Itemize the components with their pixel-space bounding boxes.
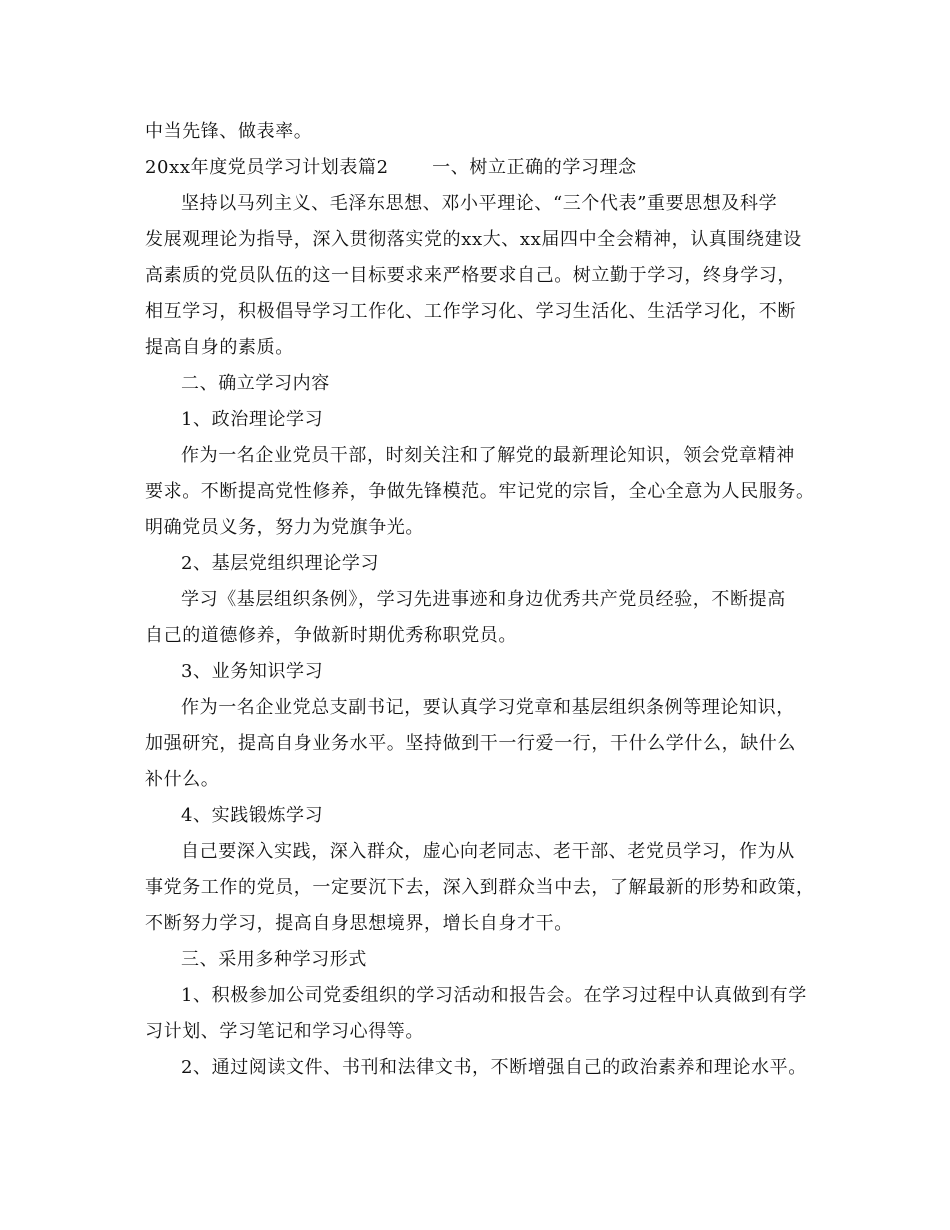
text-line: 发展观理论为指导，深入贯彻落实党的xx大、xx届四中全会精神，认真围绕建设 xyxy=(145,229,802,250)
text-line: 明确党员义务，努力为党旗争光。 xyxy=(145,517,424,538)
text-line: 加强研究，提高自身业务水平。坚持做到干一行爱一行，干什么学什么，缺什么 xyxy=(145,733,796,754)
subsection-heading: 2、基层党组织理论学习 xyxy=(181,553,380,574)
text-line: 不断努力学习，提高自身思想境界，增长自身才干。 xyxy=(145,913,573,934)
text-line: 自己要深入实践，深入群众，虚心向老同志、老干部、老党员学习，作为从 xyxy=(181,841,795,862)
text-line: 高素质的党员队伍的这一目标要求来严格要求自己。树立勤于学习，终身学习， xyxy=(145,265,796,286)
text-line: 要求。不断提高党性修养，争做先锋模范。牢记党的宗旨，全心全意为人民服务。 xyxy=(145,481,815,502)
text-line: 作为一名企业党总支副书记，要认真学习党章和基层组织条例等理论知识， xyxy=(181,697,795,718)
subsection-heading: 3、业务知识学习 xyxy=(181,661,324,682)
text-line: 1、积极参加公司党委组织的学习活动和报告会。在学习过程中认真做到有学 xyxy=(181,985,807,1006)
text-line: 事党务工作的党员，一定要沉下去，深入到群众当中去，了解最新的形势和政策， xyxy=(145,877,815,898)
text-line: 2、通过阅读文件、书刊和法律文书，不断增强自己的政治素养和理论水平。 xyxy=(181,1057,807,1078)
document-body xyxy=(145,114,815,1086)
text-line: 提高自身的素质。 xyxy=(145,337,294,358)
subsection-heading: 1、政治理论学习 xyxy=(181,409,324,430)
section-heading-line: 20xx年度党员学习计划表篇2 一、树立正确的学习理念 xyxy=(145,157,637,178)
text-line: 自己的道德修养，争做新时期优秀称职党员。 xyxy=(145,625,517,646)
section-heading: 二、确立学习内容 xyxy=(181,373,330,394)
text-line: 习计划、学习笔记和学习心得等。 xyxy=(145,1021,424,1042)
text-line: 相互学习，积极倡导学习工作化、工作学习化、学习生活化、生活学习化，不断 xyxy=(145,301,796,322)
text-line: 补什么。 xyxy=(145,769,220,790)
text-line: 坚持以马列主义、毛泽东思想、邓小平理论、“三个代表”重要思想及科学 xyxy=(181,193,778,214)
text-line: 作为一名企业党员干部，时刻关注和了解党的最新理论知识，领会党章精神 xyxy=(181,445,795,466)
text-line: 中当先锋、做表率。 xyxy=(145,121,313,142)
subsection-heading: 4、实践锻炼学习 xyxy=(181,805,324,826)
text-line: 学习《基层组织条例》，学习先进事迹和身边优秀共产党员经验，不断提高 xyxy=(181,589,786,610)
section-heading: 三、采用多种学习形式 xyxy=(181,949,367,970)
